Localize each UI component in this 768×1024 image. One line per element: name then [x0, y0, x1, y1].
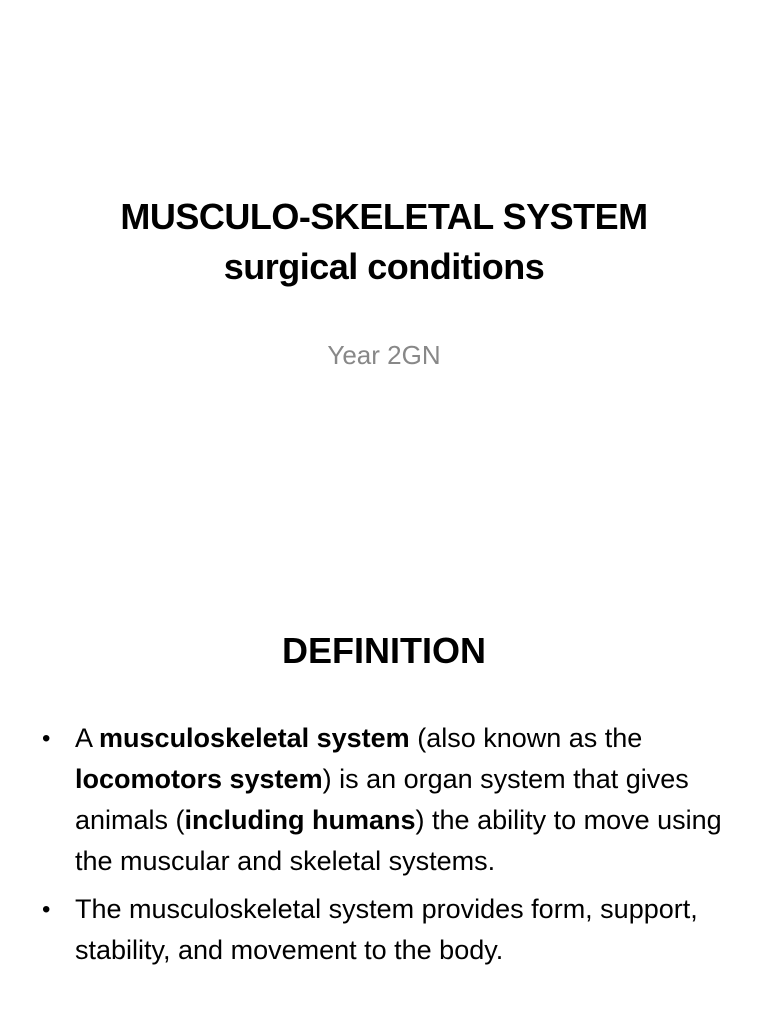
- text-run: (also known as the: [409, 723, 643, 753]
- text-run: A: [75, 723, 100, 753]
- slide-title: [40, 192, 728, 292]
- text-run: ) is an organ system that gives animals (: [75, 764, 689, 835]
- list-item-function: [40, 889, 740, 971]
- term-locomotors-system: locomotors system: [75, 764, 323, 794]
- bullet-icon: •: [42, 896, 51, 923]
- bullet-icon: •: [42, 725, 51, 752]
- bullet-text-2: The musculoskeletal system provides form, support, stability, and movement to the body.: [75, 894, 698, 965]
- slide-subtitle: Year 2GN: [327, 340, 441, 370]
- bullet-list: [40, 718, 740, 978]
- title-line-1: MUSCULO-SKELETAL SYSTEM: [120, 196, 648, 237]
- term-including-humans: including humans: [184, 805, 416, 835]
- list-item-definition: [40, 718, 740, 882]
- definition-heading: DEFINITION: [282, 630, 486, 671]
- definition-slide: [0, 576, 768, 1024]
- text-run: ) the ability to move using the muscular and skeletal systems.: [75, 805, 722, 876]
- bullet-text-1: [75, 723, 722, 876]
- title-line-2: surgical conditions: [223, 246, 545, 287]
- term-musculoskeletal-system: musculoskeletal system: [99, 723, 410, 753]
